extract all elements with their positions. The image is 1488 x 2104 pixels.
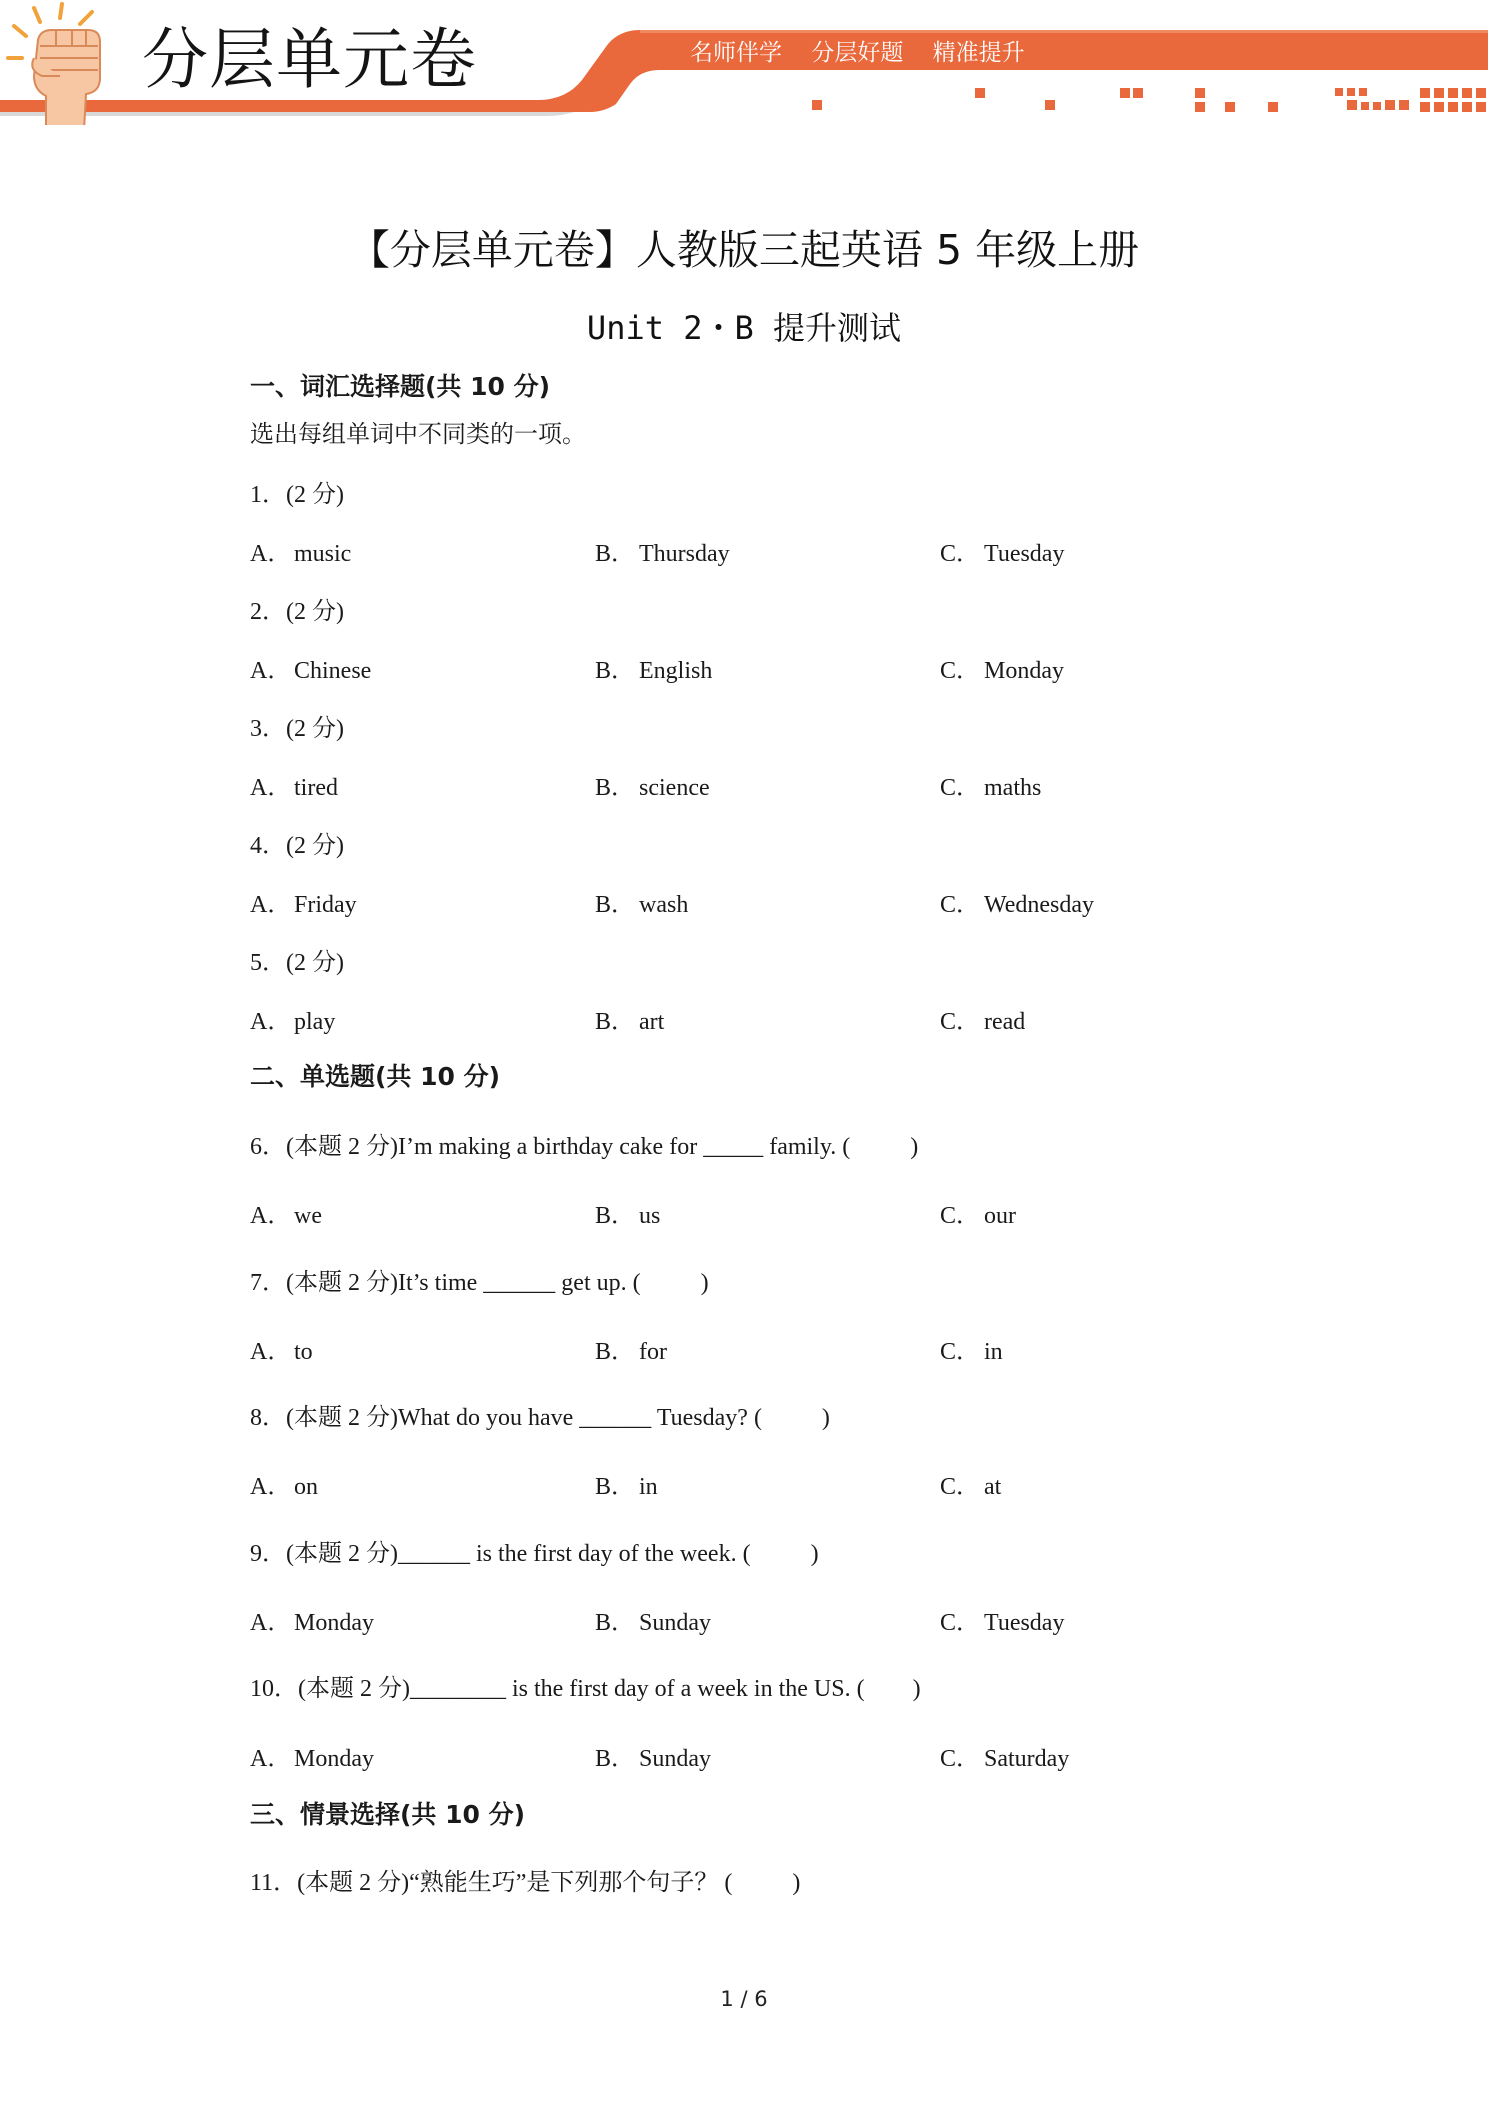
question-10-option-c: C． Saturday bbox=[940, 1746, 1070, 1772]
question-7-option-a: A． to bbox=[250, 1339, 313, 1365]
question-11-stem: 11．(本题 2 分)“熟能生巧”是下列那个句子？ ( ) bbox=[250, 1870, 801, 1896]
question-3-option-a: A． tired bbox=[250, 775, 338, 801]
section-heading-3: 三、情景选择(共 10 分) bbox=[250, 1800, 526, 1829]
question-7-option-b: B． for bbox=[595, 1339, 667, 1365]
question-2-option-b: B． English bbox=[595, 658, 713, 684]
section-heading-1: 一、词汇选择题(共 10 分) bbox=[250, 372, 551, 401]
question-7-option-c: C． in bbox=[940, 1339, 1003, 1365]
question-3-option-c: C． maths bbox=[940, 775, 1042, 801]
question-2-option-c: C． Monday bbox=[940, 658, 1064, 684]
question-8-stem: 8．(本题 2 分)What do you have ______ Tuesday? ( ) bbox=[250, 1405, 830, 1431]
slogan-bar bbox=[690, 36, 1047, 70]
question-4-stem: 4．(2 分) bbox=[250, 833, 344, 859]
question-4-option-a: A． Friday bbox=[250, 892, 357, 918]
document-subtitle: Unit 2・B 提升测试 bbox=[586, 309, 902, 347]
question-8-option-a: A． on bbox=[250, 1474, 318, 1500]
question-3-stem: 3．(2 分) bbox=[250, 716, 344, 742]
question-6-option-c: C． our bbox=[940, 1203, 1016, 1229]
header-banner bbox=[0, 0, 1488, 125]
section-instruction: 选出每组单词中不同类的一项。 bbox=[250, 422, 586, 448]
question-10-option-a: A． Monday bbox=[250, 1746, 374, 1772]
question-5-option-c: C． read bbox=[940, 1009, 1026, 1035]
question-6-option-b: B． us bbox=[595, 1203, 661, 1229]
question-8-option-c: C． at bbox=[940, 1474, 1002, 1500]
question-10-stem: 10．(本题 2 分)________ is the first day of a week in the US. ( ) bbox=[250, 1676, 921, 1702]
question-9-option-c: C． Tuesday bbox=[940, 1610, 1065, 1636]
question-2-stem: 2．(2 分) bbox=[250, 599, 344, 625]
decorative-squares bbox=[812, 88, 1486, 112]
section-heading-2: 二、单选题(共 10 分) bbox=[250, 1062, 501, 1091]
slogan-1: 名师伴学 bbox=[690, 40, 782, 66]
question-6-stem: 6．(本题 2 分)I’m making a birthday cake for _____ family. ( ) bbox=[250, 1134, 919, 1160]
question-7-stem: 7．(本题 2 分)It’s time ______ get up. ( ) bbox=[250, 1270, 709, 1296]
question-4-option-c: C． Wednesday bbox=[940, 892, 1095, 918]
page-number: 1 / 6 bbox=[720, 1987, 768, 2011]
question-3-option-b: B． science bbox=[595, 775, 710, 801]
question-4-option-b: B． wash bbox=[595, 892, 689, 918]
question-1-stem: 1．(2 分) bbox=[250, 482, 344, 508]
question-5-option-a: A． play bbox=[250, 1009, 336, 1035]
question-9-option-b: B． Sunday bbox=[595, 1610, 711, 1636]
slogan-2: 分层好题 bbox=[811, 40, 904, 66]
brand-title: 分层单元卷 bbox=[142, 21, 477, 98]
question-6-option-a: A． we bbox=[250, 1203, 322, 1229]
document-title: 【分层单元卷】人教版三起英语 5 年级上册 bbox=[348, 226, 1140, 274]
question-1-option-a: A． music bbox=[250, 541, 352, 567]
question-9-option-a: A． Monday bbox=[250, 1610, 374, 1636]
question-1-option-b: B． Thursday bbox=[595, 541, 730, 567]
question-9-stem: 9．(本题 2 分)______ is the first day of the week. ( ) bbox=[250, 1541, 819, 1567]
question-5-option-b: B． art bbox=[595, 1009, 665, 1035]
question-10-option-b: B． Sunday bbox=[595, 1746, 711, 1772]
slogan-3: 精准提升 bbox=[932, 40, 1025, 66]
question-8-option-b: B． in bbox=[595, 1474, 658, 1500]
question-2-option-a: A． Chinese bbox=[250, 658, 372, 684]
question-5-stem: 5．(2 分) bbox=[250, 950, 344, 976]
question-1-option-c: C． Tuesday bbox=[940, 541, 1065, 567]
